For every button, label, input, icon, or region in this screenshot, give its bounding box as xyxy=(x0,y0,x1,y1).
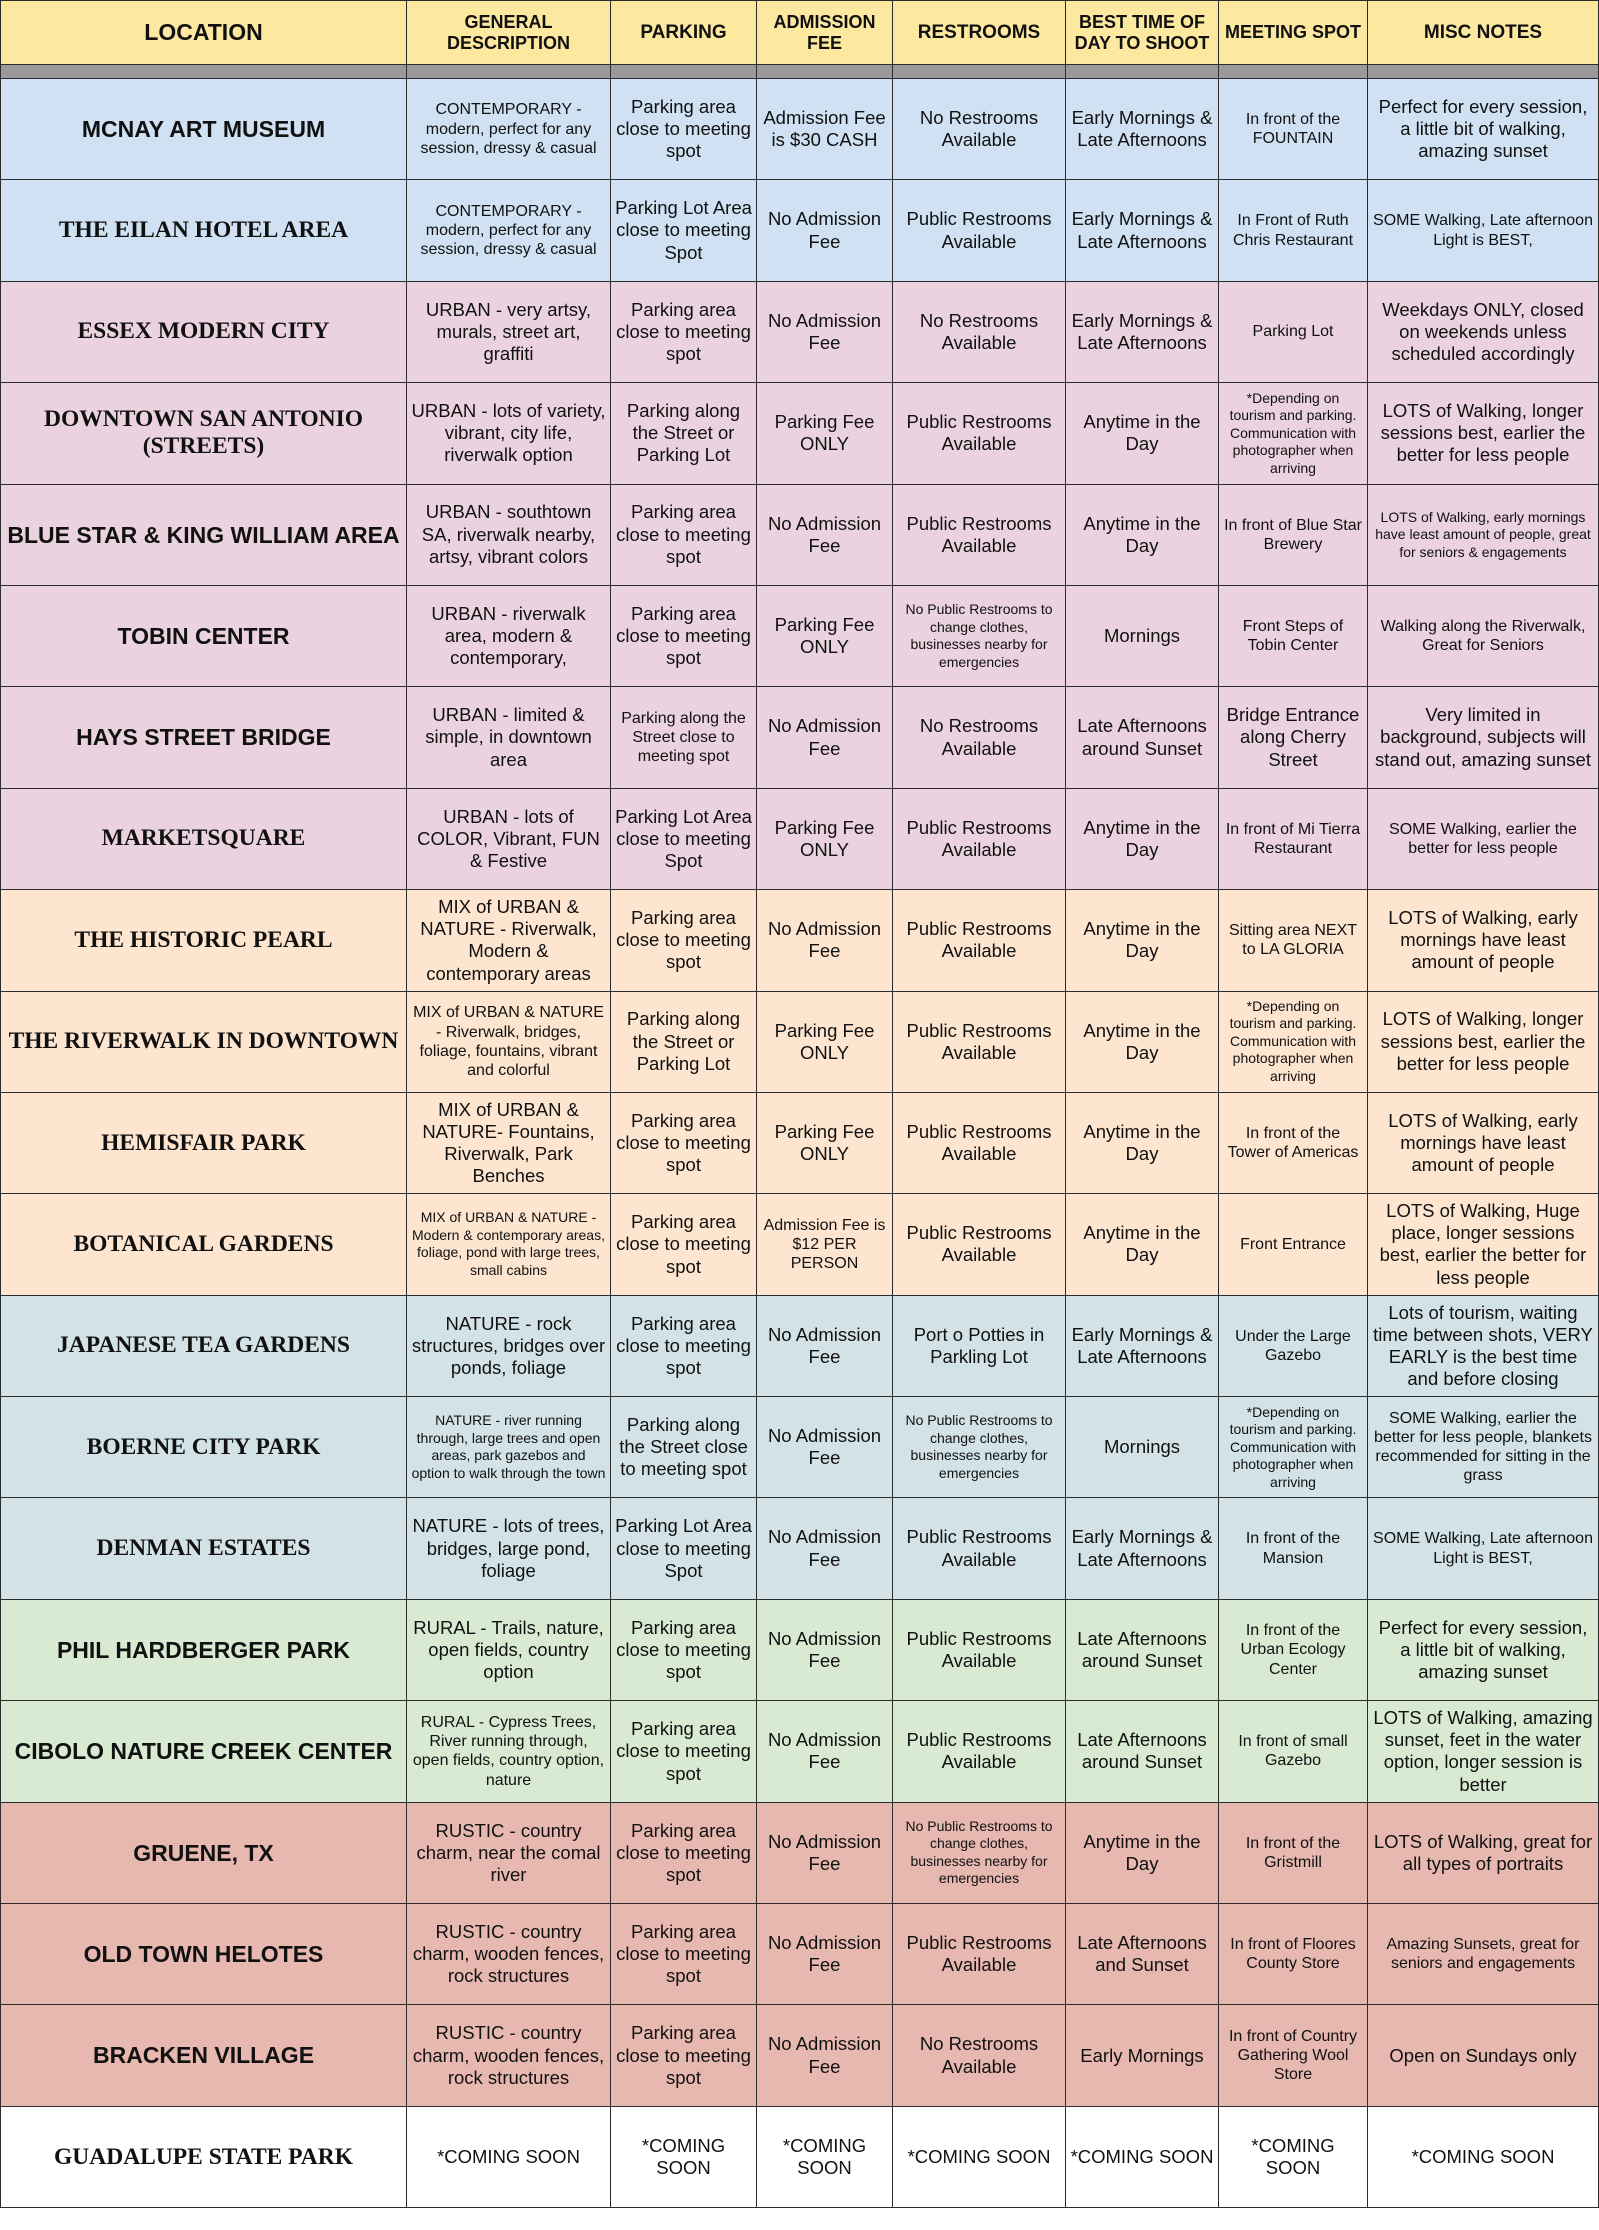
general-description: URBAN - very artsy, murals, street art, graffiti xyxy=(407,281,611,382)
misc-notes: Perfect for every session, a little bit of walking, amazing sunset xyxy=(1368,79,1599,180)
restrooms-info: Public Restrooms Available xyxy=(893,1904,1066,2005)
misc-notes: LOTS of Walking, early mornings have least amount of people xyxy=(1368,890,1599,991)
table-row xyxy=(1,991,1599,1092)
header-row xyxy=(1,1,1599,65)
general-description: URBAN - limited & simple, in downtown area xyxy=(407,687,611,788)
parking-info: Parking area close to meeting spot xyxy=(611,1701,757,1802)
separator-cell xyxy=(893,65,1066,79)
best-time: Early Mornings & Late Afternoons xyxy=(1066,79,1219,180)
general-description: MIX of URBAN & NATURE - Riverwalk, bridges, foliage, fountains, vibrant and colorful xyxy=(407,991,611,1092)
table-row xyxy=(1,1904,1599,2005)
admission-fee: Admission Fee is $12 PER PERSON xyxy=(757,1194,893,1295)
general-description: NATURE - lots of trees, bridges, large pond, foliage xyxy=(407,1498,611,1599)
meeting-spot: In front of small Gazebo xyxy=(1219,1701,1368,1802)
best-time: *COMING SOON xyxy=(1066,2106,1219,2207)
parking-info: Parking area close to meeting spot xyxy=(611,1194,757,1295)
parking-info: Parking area close to meeting spot xyxy=(611,890,757,991)
general-description: RUSTIC - country charm, wooden fences, rock structures xyxy=(407,1904,611,2005)
location-name: GRUENE, TX xyxy=(1,1802,407,1903)
meeting-spot: In Front of Ruth Chris Restaurant xyxy=(1219,180,1368,281)
location-name: MARKETSQUARE xyxy=(1,788,407,889)
general-description: RUSTIC - country charm, near the comal river xyxy=(407,1802,611,1903)
separator-cell xyxy=(611,65,757,79)
misc-notes: Walking along the Riverwalk, Great for Seniors xyxy=(1368,585,1599,686)
table-row xyxy=(1,788,1599,889)
admission-fee: No Admission Fee xyxy=(757,1904,893,2005)
meeting-spot: Under the Large Gazebo xyxy=(1219,1295,1368,1396)
header-restrooms: RESTROOMS xyxy=(893,1,1066,65)
restrooms-info: Public Restrooms Available xyxy=(893,991,1066,1092)
table-row xyxy=(1,1599,1599,1700)
admission-fee: No Admission Fee xyxy=(757,2005,893,2106)
table-row xyxy=(1,2005,1599,2106)
table-row xyxy=(1,687,1599,788)
restrooms-info: Public Restrooms Available xyxy=(893,383,1066,484)
restrooms-info: No Restrooms Available xyxy=(893,281,1066,382)
header-best-time: BEST TIME OF DAY TO SHOOT xyxy=(1066,1,1219,65)
header-location: LOCATION xyxy=(1,1,407,65)
parking-info: Parking Lot Area close to meeting Spot xyxy=(611,180,757,281)
meeting-spot: *Depending on tourism and parking. Communication with photographer when arriving xyxy=(1219,991,1368,1092)
general-description: *COMING SOON xyxy=(407,2106,611,2207)
separator-cell xyxy=(1,65,407,79)
misc-notes: LOTS of Walking, great for all types of portraits xyxy=(1368,1802,1599,1903)
meeting-spot: In front of the Urban Ecology Center xyxy=(1219,1599,1368,1700)
misc-notes: Amazing Sunsets, great for seniors and engagements xyxy=(1368,1904,1599,2005)
restrooms-info: Public Restrooms Available xyxy=(893,788,1066,889)
parking-info: Parking area close to meeting spot xyxy=(611,1295,757,1396)
general-description: MIX of URBAN & NATURE - Riverwalk, Modern & contemporary areas xyxy=(407,890,611,991)
admission-fee: No Admission Fee xyxy=(757,180,893,281)
location-name: PHIL HARDBERGER PARK xyxy=(1,1599,407,1700)
table-row xyxy=(1,1295,1599,1396)
best-time: Late Afternoons around Sunset xyxy=(1066,1599,1219,1700)
parking-info: Parking area close to meeting spot xyxy=(611,79,757,180)
best-time: Anytime in the Day xyxy=(1066,1194,1219,1295)
header-parking: PARKING xyxy=(611,1,757,65)
separator-cell xyxy=(1219,65,1368,79)
table-row xyxy=(1,1498,1599,1599)
general-description: CONTEMPORARY - modern, perfect for any session, dressy & casual xyxy=(407,79,611,180)
restrooms-info: No Public Restrooms to change clothes, businesses nearby for emergencies xyxy=(893,1397,1066,1498)
admission-fee: Parking Fee ONLY xyxy=(757,585,893,686)
location-name: THE HISTORIC PEARL xyxy=(1,890,407,991)
restrooms-info: Public Restrooms Available xyxy=(893,1701,1066,1802)
table-row xyxy=(1,585,1599,686)
table-row xyxy=(1,1701,1599,1802)
restrooms-info: Public Restrooms Available xyxy=(893,890,1066,991)
table-row xyxy=(1,79,1599,180)
misc-notes: LOTS of Walking, early mornings have least amount of people, great for seniors & engagements xyxy=(1368,484,1599,585)
restrooms-info: *COMING SOON xyxy=(893,2106,1066,2207)
restrooms-info: No Public Restrooms to change clothes, businesses nearby for emergencies xyxy=(893,585,1066,686)
general-description: URBAN - lots of variety, vibrant, city life, riverwalk option xyxy=(407,383,611,484)
admission-fee: No Admission Fee xyxy=(757,484,893,585)
admission-fee: Parking Fee ONLY xyxy=(757,991,893,1092)
admission-fee: No Admission Fee xyxy=(757,1599,893,1700)
parking-info: Parking area close to meeting spot xyxy=(611,1599,757,1700)
meeting-spot: In front of the FOUNTAIN xyxy=(1219,79,1368,180)
restrooms-info: No Public Restrooms to change clothes, businesses nearby for emergencies xyxy=(893,1802,1066,1903)
location-name: BRACKEN VILLAGE xyxy=(1,2005,407,2106)
separator-cell xyxy=(1066,65,1219,79)
misc-notes: SOME Walking, earlier the better for less people xyxy=(1368,788,1599,889)
best-time: Anytime in the Day xyxy=(1066,788,1219,889)
separator-cell xyxy=(757,65,893,79)
location-name: BOTANICAL GARDENS xyxy=(1,1194,407,1295)
location-name: CIBOLO NATURE CREEK CENTER xyxy=(1,1701,407,1802)
restrooms-info: Port o Potties in Parkling Lot xyxy=(893,1295,1066,1396)
misc-notes: SOME Walking, Late afternoon Light is BEST, xyxy=(1368,180,1599,281)
best-time: Early Mornings & Late Afternoons xyxy=(1066,180,1219,281)
admission-fee: No Admission Fee xyxy=(757,1295,893,1396)
parking-info: Parking along the Street or Parking Lot xyxy=(611,383,757,484)
restrooms-info: Public Restrooms Available xyxy=(893,1092,1066,1193)
best-time: Anytime in the Day xyxy=(1066,383,1219,484)
restrooms-info: Public Restrooms Available xyxy=(893,180,1066,281)
general-description: CONTEMPORARY - modern, perfect for any session, dressy & casual xyxy=(407,180,611,281)
misc-notes: Lots of tourism, waiting time between shots, VERY EARLY is the best time and before closing xyxy=(1368,1295,1599,1396)
best-time: Anytime in the Day xyxy=(1066,1802,1219,1903)
best-time: Late Afternoons around Sunset xyxy=(1066,687,1219,788)
best-time: Anytime in the Day xyxy=(1066,484,1219,585)
meeting-spot: In front of Mi Tierra Restaurant xyxy=(1219,788,1368,889)
meeting-spot: Front Entrance xyxy=(1219,1194,1368,1295)
table-row xyxy=(1,1397,1599,1498)
restrooms-info: No Restrooms Available xyxy=(893,687,1066,788)
misc-notes: Very limited in background, subjects will stand out, amazing sunset xyxy=(1368,687,1599,788)
general-description: RURAL - Trails, nature, open fields, country option xyxy=(407,1599,611,1700)
admission-fee: No Admission Fee xyxy=(757,1498,893,1599)
table-row xyxy=(1,1092,1599,1193)
header-general-description: GENERAL DESCRIPTION xyxy=(407,1,611,65)
table-row xyxy=(1,2106,1599,2207)
best-time: Early Mornings & Late Afternoons xyxy=(1066,1498,1219,1599)
misc-notes: Perfect for every session, a little bit of walking, amazing sunset xyxy=(1368,1599,1599,1700)
meeting-spot: In front of the Tower of Americas xyxy=(1219,1092,1368,1193)
table-row xyxy=(1,180,1599,281)
admission-fee: No Admission Fee xyxy=(757,687,893,788)
admission-fee: No Admission Fee xyxy=(757,890,893,991)
best-time: Early Mornings & Late Afternoons xyxy=(1066,281,1219,382)
table-row xyxy=(1,890,1599,991)
admission-fee: Parking Fee ONLY xyxy=(757,1092,893,1193)
admission-fee: Parking Fee ONLY xyxy=(757,788,893,889)
misc-notes: LOTS of Walking, early mornings have least amount of people xyxy=(1368,1092,1599,1193)
admission-fee: No Admission Fee xyxy=(757,1802,893,1903)
parking-info: Parking area close to meeting spot xyxy=(611,1092,757,1193)
best-time: Late Afternoons and Sunset xyxy=(1066,1904,1219,2005)
best-time: Early Mornings xyxy=(1066,2005,1219,2106)
best-time: Anytime in the Day xyxy=(1066,991,1219,1092)
separator-cell xyxy=(407,65,611,79)
parking-info: Parking area close to meeting spot xyxy=(611,585,757,686)
meeting-spot: *Depending on tourism and parking. Communication with photographer when arriving xyxy=(1219,1397,1368,1498)
best-time: Mornings xyxy=(1066,585,1219,686)
table-row xyxy=(1,1802,1599,1903)
parking-info: Parking area close to meeting spot xyxy=(611,2005,757,2106)
table-row xyxy=(1,281,1599,382)
meeting-spot: *COMING SOON xyxy=(1219,2106,1368,2207)
location-name: BLUE STAR & KING WILLIAM AREA xyxy=(1,484,407,585)
meeting-spot: Parking Lot xyxy=(1219,281,1368,382)
parking-info: Parking area close to meeting spot xyxy=(611,484,757,585)
misc-notes: SOME Walking, earlier the better for less people, blankets recommended for sitting in the grass xyxy=(1368,1397,1599,1498)
meeting-spot: Front Steps of Tobin Center xyxy=(1219,585,1368,686)
location-name: OLD TOWN HELOTES xyxy=(1,1904,407,2005)
location-name: DOWNTOWN SAN ANTONIO (STREETS) xyxy=(1,383,407,484)
general-description: MIX of URBAN & NATURE - Modern & contemporary areas, foliage, pond with large trees, small cabins xyxy=(407,1194,611,1295)
parking-info: Parking Lot Area close to meeting Spot xyxy=(611,788,757,889)
best-time: Anytime in the Day xyxy=(1066,890,1219,991)
meeting-spot: Sitting area NEXT to LA GLORIA xyxy=(1219,890,1368,991)
parking-info: Parking along the Street or Parking Lot xyxy=(611,991,757,1092)
meeting-spot: In front of the Gristmill xyxy=(1219,1802,1368,1903)
general-description: URBAN - lots of COLOR, Vibrant, FUN & Festive xyxy=(407,788,611,889)
location-name: DENMAN ESTATES xyxy=(1,1498,407,1599)
table-row xyxy=(1,383,1599,484)
general-description: MIX of URBAN & NATURE- Fountains, Riverwalk, Park Benches xyxy=(407,1092,611,1193)
parking-info: Parking Lot Area close to meeting Spot xyxy=(611,1498,757,1599)
meeting-spot: In front of Country Gathering Wool Store xyxy=(1219,2005,1368,2106)
misc-notes: Weekdays ONLY, closed on weekends unless scheduled accordingly xyxy=(1368,281,1599,382)
misc-notes: LOTS of Walking, longer sessions best, earlier the better for less people xyxy=(1368,991,1599,1092)
restrooms-info: Public Restrooms Available xyxy=(893,484,1066,585)
location-name: JAPANESE TEA GARDENS xyxy=(1,1295,407,1396)
location-name: THE RIVERWALK IN DOWNTOWN xyxy=(1,991,407,1092)
table-row xyxy=(1,1194,1599,1295)
best-time: Late Afternoons around Sunset xyxy=(1066,1701,1219,1802)
general-description: URBAN - southtown SA, riverwalk nearby, artsy, vibrant colors xyxy=(407,484,611,585)
parking-info: Parking area close to meeting spot xyxy=(611,1904,757,2005)
meeting-spot: In front of Blue Star Brewery xyxy=(1219,484,1368,585)
general-description: RUSTIC - country charm, wooden fences, rock structures xyxy=(407,2005,611,2106)
restrooms-info: Public Restrooms Available xyxy=(893,1599,1066,1700)
admission-fee: Admission Fee is $30 CASH xyxy=(757,79,893,180)
restrooms-info: No Restrooms Available xyxy=(893,2005,1066,2106)
misc-notes: LOTS of Walking, Huge place, longer sessions best, earlier the better for less people xyxy=(1368,1194,1599,1295)
header-admission-fee: ADMISSION FEE xyxy=(757,1,893,65)
restrooms-info: Public Restrooms Available xyxy=(893,1194,1066,1295)
location-name: BOERNE CITY PARK xyxy=(1,1397,407,1498)
location-name: THE EILAN HOTEL AREA xyxy=(1,180,407,281)
location-name: ESSEX MODERN CITY xyxy=(1,281,407,382)
admission-fee: No Admission Fee xyxy=(757,1397,893,1498)
location-name: TOBIN CENTER xyxy=(1,585,407,686)
header-misc-notes: MISC NOTES xyxy=(1368,1,1599,65)
best-time: Mornings xyxy=(1066,1397,1219,1498)
meeting-spot: Bridge Entrance along Cherry Street xyxy=(1219,687,1368,788)
location-name: GUADALUPE STATE PARK xyxy=(1,2106,407,2207)
meeting-spot: *Depending on tourism and parking. Communication with photographer when arriving xyxy=(1219,383,1368,484)
misc-notes: LOTS of Walking, amazing sunset, feet in the water option, longer session is better xyxy=(1368,1701,1599,1802)
meeting-spot: In front of the Mansion xyxy=(1219,1498,1368,1599)
misc-notes: *COMING SOON xyxy=(1368,2106,1599,2207)
misc-notes: SOME Walking, Late afternoon Light is BEST, xyxy=(1368,1498,1599,1599)
separator-row xyxy=(1,65,1599,79)
parking-info: *COMING SOON xyxy=(611,2106,757,2207)
admission-fee: No Admission Fee xyxy=(757,1701,893,1802)
location-name: HEMISFAIR PARK xyxy=(1,1092,407,1193)
separator-cell xyxy=(1368,65,1599,79)
table-row xyxy=(1,484,1599,585)
parking-info: Parking area close to meeting spot xyxy=(611,1802,757,1903)
admission-fee: No Admission Fee xyxy=(757,281,893,382)
misc-notes: Open on Sundays only xyxy=(1368,2005,1599,2106)
header-meeting-spot: MEETING SPOT xyxy=(1219,1,1368,65)
location-name: HAYS STREET BRIDGE xyxy=(1,687,407,788)
restrooms-info: No Restrooms Available xyxy=(893,79,1066,180)
best-time: Anytime in the Day xyxy=(1066,1092,1219,1193)
misc-notes: LOTS of Walking, longer sessions best, earlier the better for less people xyxy=(1368,383,1599,484)
admission-fee: Parking Fee ONLY xyxy=(757,383,893,484)
best-time: Early Mornings & Late Afternoons xyxy=(1066,1295,1219,1396)
restrooms-info: Public Restrooms Available xyxy=(893,1498,1066,1599)
parking-info: Parking along the Street close to meeting spot xyxy=(611,687,757,788)
admission-fee: *COMING SOON xyxy=(757,2106,893,2207)
general-description: NATURE - rock structures, bridges over ponds, foliage xyxy=(407,1295,611,1396)
general-description: URBAN - riverwalk area, modern & contemporary, xyxy=(407,585,611,686)
general-description: RURAL - Cypress Trees, River running through, open fields, country option, nature xyxy=(407,1701,611,1802)
parking-info: Parking along the Street close to meeting spot xyxy=(611,1397,757,1498)
parking-info: Parking area close to meeting spot xyxy=(611,281,757,382)
location-name: MCNAY ART MUSEUM xyxy=(1,79,407,180)
general-description: NATURE - river running through, large trees and open areas, park gazebos and option to walk through the town xyxy=(407,1397,611,1498)
meeting-spot: In front of Floores County Store xyxy=(1219,1904,1368,2005)
